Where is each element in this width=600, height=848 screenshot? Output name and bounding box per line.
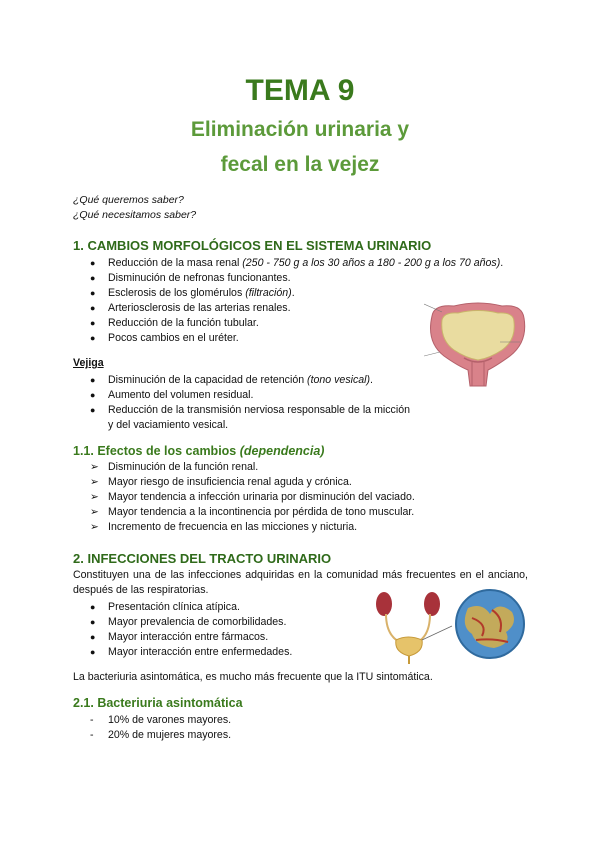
list-item: Disminución de nefronas funcionantes.	[108, 272, 291, 284]
bullet-icon: ●	[90, 647, 96, 657]
bullet-icon: ●	[90, 273, 96, 283]
list-item: Reducción de la transmisión nerviosa responsable de la micción y del vaciamiento vesical.	[108, 404, 410, 431]
arrow-bullet-icon: ➢	[90, 521, 99, 533]
section-2-note: La bacteriuria asintomática, es mucho más frecuente que la ITU sintomática.	[73, 671, 433, 683]
bullet-icon: ●	[90, 602, 96, 612]
section-2-heading: 2. INFECCIONES DEL TRACTO URINARIO	[73, 551, 332, 566]
dash-bullet-icon: -	[90, 714, 94, 726]
list-item: Aumento del volumen residual.	[108, 389, 254, 401]
list-item: Mayor tendencia a la incontinencia por pérdida de tono muscular.	[108, 506, 415, 518]
list-item: Reducción de la función tubular.	[108, 317, 259, 329]
arrow-bullet-icon: ➢	[90, 506, 99, 518]
bullet-icon: ●	[90, 632, 96, 642]
bullet-icon: ●	[90, 333, 96, 343]
arrow-bullet-icon: ➢	[90, 491, 99, 503]
bullet-icon: ●	[90, 375, 96, 385]
list-item: 20% de mujeres mayores.	[108, 729, 232, 741]
question-1: ¿Qué queremos saber?	[73, 194, 184, 206]
list-item: Esclerosis de los glomérulos (filtración).	[108, 287, 295, 299]
bullet-icon: ●	[90, 303, 96, 313]
page-subtitle-line2: fecal en la vejez	[220, 153, 380, 176]
urinary-tract-illustration	[372, 588, 528, 664]
section-2-intro: Constituyen una de las infecciones adquiridas en la comunidad más frecuentes en el anciano, después de las respiratorias.	[73, 569, 528, 596]
list-item: Mayor interacción entre enfermedades.	[108, 646, 293, 658]
bullet-icon: ●	[90, 258, 96, 268]
section-2-1-heading: 2.1. Bacteriuria asintomática	[73, 696, 243, 710]
page-subtitle-line1: Eliminación urinaria y	[190, 118, 410, 141]
arrow-bullet-icon: ➢	[90, 476, 99, 488]
list-item: Reducción de la masa renal (250 - 750 g a los 30 años a 180 - 200 g a los 70 años).	[108, 257, 504, 269]
list-item: Mayor prevalencia de comorbilidades.	[108, 616, 287, 628]
list-item: Pocos cambios en el uréter.	[108, 332, 239, 344]
list-item: Mayor interacción entre fármacos.	[108, 631, 269, 643]
bullet-icon: ●	[90, 318, 96, 328]
list-item: Mayor tendencia a infección urinaria por disminución del vaciado.	[108, 491, 415, 503]
list-item: Mayor riesgo de insuficiencia renal aguda y crónica.	[108, 476, 352, 488]
list-item: Presentación clínica atípica.	[108, 601, 240, 613]
list-item: Arteriosclerosis de las arterias renales.	[108, 302, 291, 314]
page-title: TEMA 9	[245, 74, 355, 107]
list-item: 10% de varones mayores.	[108, 714, 232, 726]
list-item: Incremento de frecuencia en las micciones y nicturia.	[108, 521, 358, 533]
dash-bullet-icon: -	[90, 729, 94, 741]
bullet-icon: ●	[90, 617, 96, 627]
question-2: ¿Qué necesitamos saber?	[73, 209, 197, 221]
bladder-illustration	[424, 298, 532, 388]
list-item: Disminución de la capacidad de retención (tono vesical).	[108, 374, 373, 386]
list-item: Disminución de la función renal.	[108, 461, 259, 473]
bullet-icon: ●	[90, 405, 96, 415]
section-1-1-heading: 1.1. Efectos de los cambios (dependencia)	[73, 444, 325, 458]
bullet-icon: ●	[90, 288, 96, 298]
bullet-icon: ●	[90, 390, 96, 400]
arrow-bullet-icon: ➢	[90, 461, 99, 473]
bladder-label: Vejiga	[73, 357, 104, 369]
section-1-heading: 1. CAMBIOS MORFOLÓGICOS EN EL SISTEMA URINARIO	[73, 238, 432, 253]
